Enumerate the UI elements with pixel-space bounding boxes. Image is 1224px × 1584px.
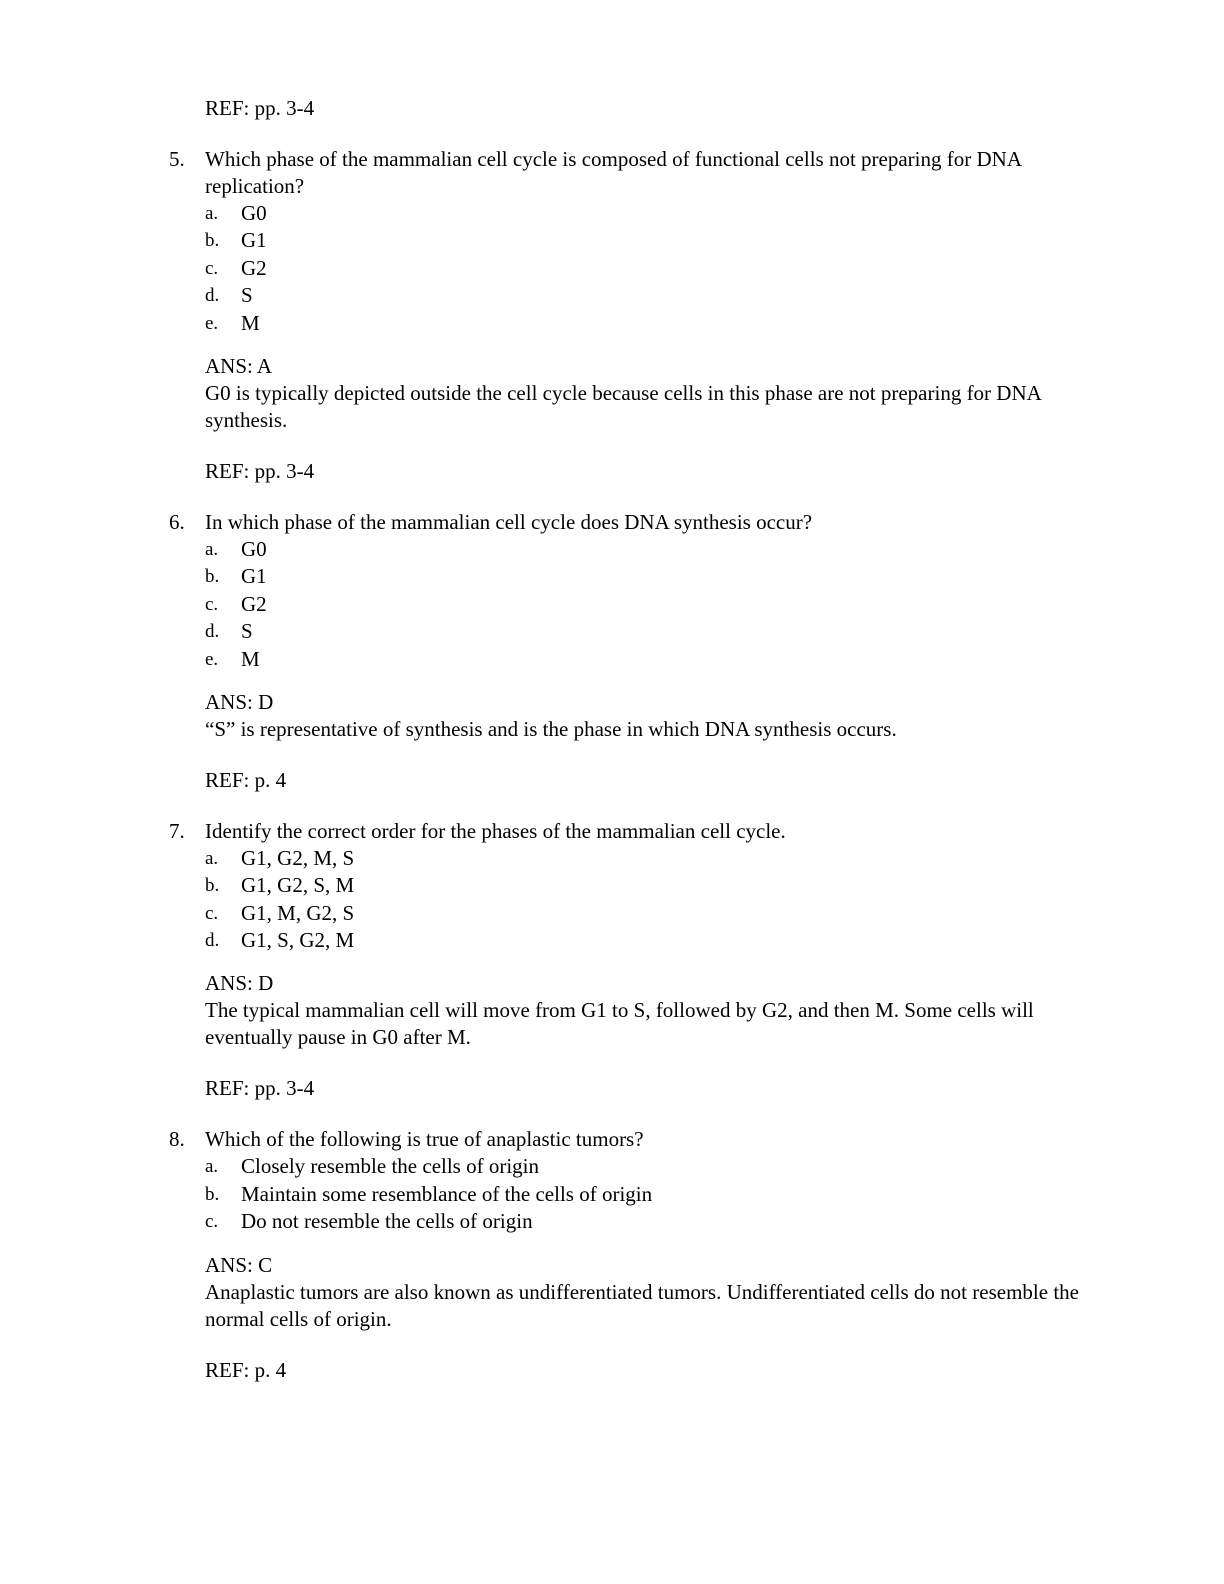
question-number: 6. <box>169 509 185 534</box>
answer-explanation: The typical mammalian cell will move from G1 to S, followed by G2, and then M. Some cells will eventually pause in G0 after M. <box>205 998 1034 1050</box>
answer-key: ANS: D <box>205 689 274 714</box>
answer-key: ANS: C <box>205 1252 273 1277</box>
options-list <box>205 1153 1105 1235</box>
option <box>205 1208 1105 1235</box>
option <box>205 310 1105 337</box>
option <box>205 255 1105 282</box>
option-letter: c. <box>205 902 219 924</box>
answer-explanation: G0 is typically depicted outside the cell cycle because cells in this phase are not preparing for DNA synthesis. <box>205 380 1041 432</box>
option-letter: d. <box>205 930 220 952</box>
answer-explanation: “S” is representative of synthesis and is the phase in which DNA synthesis occurs. <box>205 716 897 741</box>
answer-block <box>205 353 1105 434</box>
option-text: Maintain some resemblance of the cells of origin <box>241 1181 653 1206</box>
option-letter: d. <box>205 285 220 307</box>
option <box>205 563 1105 590</box>
question-6 <box>169 509 1105 673</box>
answer-block <box>205 970 1105 1051</box>
question-number: 5. <box>169 147 185 171</box>
option <box>205 1153 1105 1180</box>
option <box>205 1181 1105 1208</box>
reference: REF: p. 4 <box>205 767 287 792</box>
option-letter: d. <box>205 621 220 643</box>
option <box>205 646 1105 673</box>
option <box>205 872 1105 899</box>
option-text: G1, S, G2, M <box>241 928 355 953</box>
option <box>205 227 1105 254</box>
option-text: G1 <box>241 228 267 253</box>
option-text: G1, G2, S, M <box>241 873 355 898</box>
question-7 <box>169 818 1105 955</box>
option-text: G2 <box>241 255 267 280</box>
top-ref: REF: pp. 3-4 <box>205 96 315 120</box>
reference: REF: pp. 3-4 <box>205 1076 315 1101</box>
question-text: Identify the correct order for the phases of the mammalian cell cycle. <box>205 818 786 843</box>
option-letter: b. <box>205 230 220 252</box>
option <box>205 536 1105 563</box>
reference: REF: p. 4 <box>205 1357 287 1382</box>
option-letter: a. <box>205 203 219 224</box>
options-list <box>205 845 1105 955</box>
option <box>205 282 1105 309</box>
option-letter: e. <box>205 648 219 670</box>
question-text: In which phase of the mammalian cell cycle does DNA synthesis occur? <box>205 509 813 534</box>
option-letter: a. <box>205 847 219 869</box>
answer-block <box>205 1252 1105 1333</box>
option-letter: b. <box>205 875 220 897</box>
question-text: Which phase of the mammalian cell cycle is composed of functional cells not preparing for DNA replication? <box>205 147 1021 198</box>
reference: REF: pp. 3-4 <box>205 458 315 483</box>
answer-block <box>205 689 1105 743</box>
option-letter: b. <box>205 566 220 588</box>
option-text: G0 <box>241 536 267 561</box>
option <box>205 618 1105 645</box>
option-letter: e. <box>205 312 219 334</box>
option <box>205 845 1105 872</box>
answer-explanation: Anaplastic tumors are also known as undifferentiated tumors. Undifferentiated cells do not resemble the normal cells of origin. <box>205 1279 1079 1331</box>
option-text: Do not resemble the cells of origin <box>241 1209 533 1234</box>
option <box>205 200 1105 227</box>
question-8 <box>169 1126 1105 1235</box>
option <box>205 900 1105 927</box>
option-text: G2 <box>241 591 267 616</box>
option-letter: c. <box>205 593 219 615</box>
option-letter: c. <box>205 257 219 279</box>
option-text: G1, G2, M, S <box>241 845 355 870</box>
question-number: 7. <box>169 818 185 843</box>
option-letter: a. <box>205 1156 219 1178</box>
option-text: S <box>241 283 253 308</box>
option-text: G1, M, G2, S <box>241 900 355 925</box>
option-text: S <box>241 619 253 644</box>
option-letter: b. <box>205 1183 220 1205</box>
question-5 <box>169 146 1105 337</box>
question-number: 8. <box>169 1127 185 1152</box>
option-text: G0 <box>241 201 267 225</box>
options-list <box>205 536 1105 673</box>
option <box>205 591 1105 618</box>
options-list <box>205 200 1105 337</box>
option <box>205 927 1105 954</box>
option-text: M <box>241 646 260 671</box>
option-text: G1 <box>241 564 267 589</box>
answer-key: ANS: D <box>205 971 274 996</box>
question-text: Which of the following is true of anaplastic tumors? <box>205 1127 644 1152</box>
option-letter: c. <box>205 1211 219 1233</box>
option-text: M <box>241 310 260 335</box>
option-letter: a. <box>205 538 219 560</box>
answer-key: ANS: A <box>205 353 273 378</box>
option-text: Closely resemble the cells of origin <box>241 1154 540 1179</box>
